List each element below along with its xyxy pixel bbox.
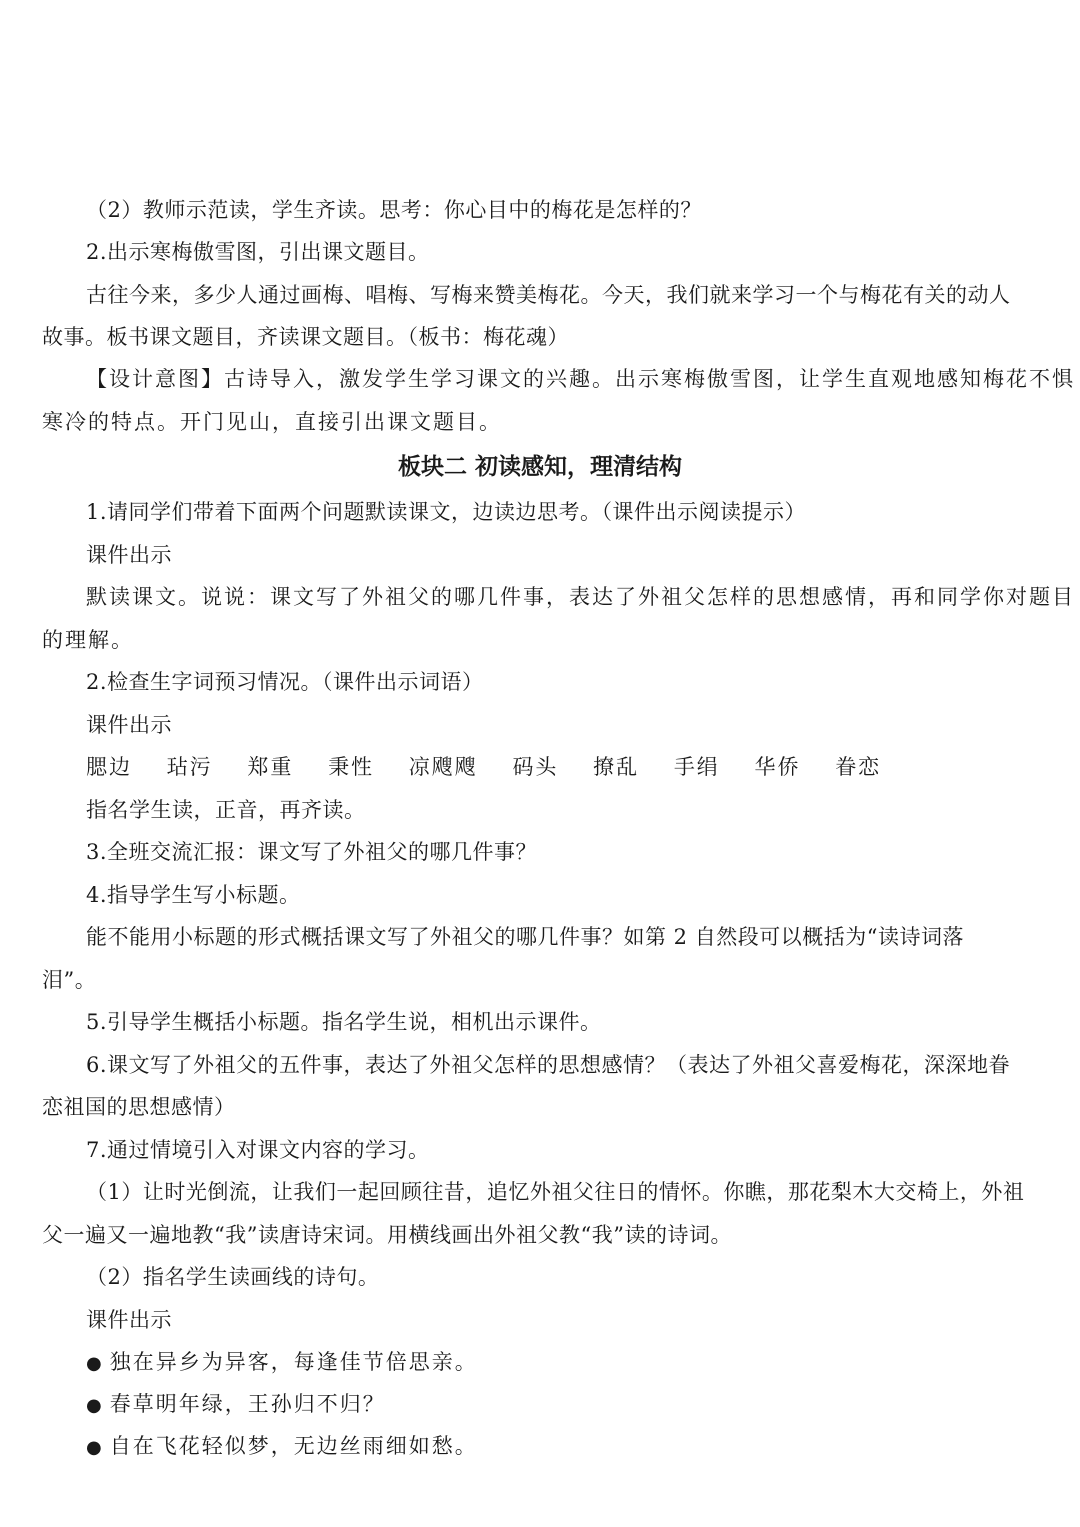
courseware-label-3: 课件出示 — [86, 1308, 172, 1332]
paragraph-step-2: 2.出示寒梅傲雪图，引出课文题目。 — [86, 240, 430, 264]
design-intent-line-1: 【设计意图】古诗导入，激发学生学习课文的兴趣。出示寒梅傲雪图，让学生直观地感知梅花不惧 — [86, 367, 1075, 391]
vocab-word: 撩乱 — [593, 755, 640, 779]
vocab-word: 眷恋 — [835, 755, 882, 779]
step-4-detail-line-2: 泪”。 — [42, 968, 97, 992]
poem-item — [86, 1434, 478, 1460]
reading-prompt-line-1: 默读课文。说说：课文写了外祖父的哪几件事，表达了外祖父怎样的思想感情，再和同学你对题目 — [86, 585, 1075, 609]
step-2: 2.检查生字词预习情况。（课件出示词语） — [86, 670, 484, 694]
vocab-word: 华侨 — [754, 755, 801, 779]
poem-text: 春草明年绿，王孙归不归？ — [109, 1392, 386, 1416]
step-7: 7.通过情境引入对课文内容的学习。 — [86, 1138, 430, 1162]
courseware-label-2: 课件出示 — [86, 713, 172, 737]
step-7a-line-2: 父一遍又一遍地教“我”读唐诗宋词。用横线画出外祖父教“我”读的诗词。 — [42, 1223, 732, 1247]
step-4-detail-line-1: 能不能用小标题的形式概括课文写了外祖父的哪几件事？如第 2 自然段可以概括为“读诗词落 — [86, 925, 964, 949]
step-3: 3.全班交流汇报：课文写了外祖父的哪几件事？ — [86, 840, 538, 864]
step-4: 4.指导学生写小标题。 — [86, 883, 301, 907]
vocab-word: 玷污 — [166, 755, 213, 779]
step-7a-line-1: （1）让时光倒流，让我们一起回顾往昔，追忆外祖父往日的情怀。你瞧，那花梨木大交椅上，外祖 — [86, 1180, 1025, 1204]
step-1: 1.请同学们带着下面两个问题默读课文，边读边思考。（课件出示阅读提示） — [86, 500, 807, 524]
bullet-icon: ● — [86, 1395, 104, 1416]
poem-text: 独在异乡为异客，每逢佳节倍思亲。 — [109, 1350, 478, 1374]
vocabulary-list — [86, 755, 907, 779]
vocab-word: 秉性 — [328, 755, 375, 779]
poem-text: 自在飞花轻似梦，无边丝雨细如愁。 — [109, 1434, 478, 1458]
step-6-line-1: 6.课文写了外祖父的五件事，表达了外祖父怎样的思想感情？（表达了外祖父喜爱梅花，深深地眷 — [86, 1053, 1011, 1077]
section-heading: 板块二 初读感知，理清结构 — [397, 454, 682, 480]
poem-item — [86, 1350, 478, 1376]
vocab-word: 腮边 — [86, 755, 132, 779]
vocab-word: 凉飕飕 — [408, 755, 478, 779]
step-5: 5.引导学生概括小标题。指名学生说，相机出示课件。 — [86, 1010, 602, 1034]
paragraph-intro-line-1: 古往今来，多少人通过画梅、唱梅、写梅来赞美梅花。今天，我们就来学习一个与梅花有关的动人 — [86, 283, 1011, 307]
reading-prompt-line-2: 的理解。 — [42, 628, 134, 652]
step-6-line-2: 恋祖国的思想感情） — [42, 1095, 236, 1119]
design-intent-line-2: 寒冷的特点。开门见山，直接引出课文题目。 — [42, 410, 502, 434]
bullet-icon: ● — [86, 1437, 104, 1458]
vocab-word: 郑重 — [247, 755, 294, 779]
bullet-icon: ● — [86, 1353, 104, 1374]
step-7b: （2）指名学生读画线的诗句。 — [86, 1265, 380, 1289]
courseware-label-1: 课件出示 — [86, 543, 172, 567]
poem-item — [86, 1392, 386, 1418]
vocab-word: 手绢 — [673, 755, 720, 779]
paragraph-intro-line-2: 故事。板书课文题目，齐读课文题目。（板书：梅花魂） — [42, 325, 569, 349]
step-2-followup: 指名学生读，正音，再齐读。 — [86, 798, 366, 822]
paragraph-teacher-reading: （2）教师示范读，学生齐读。思考：你心目中的梅花是怎样的？ — [86, 198, 702, 222]
vocab-word: 码头 — [512, 755, 559, 779]
